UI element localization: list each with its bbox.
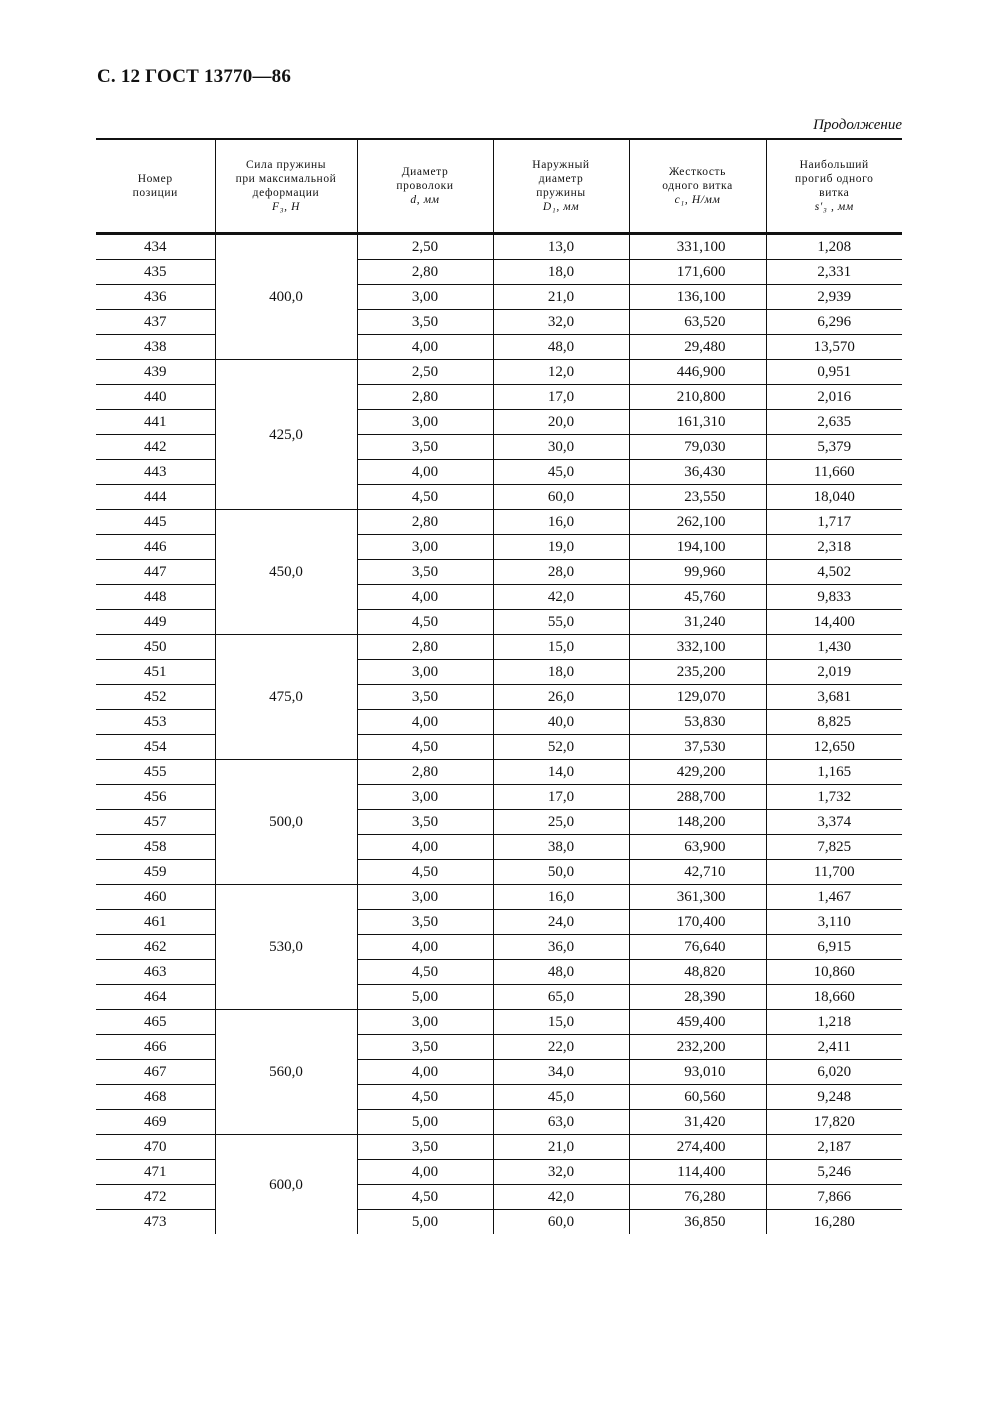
header-wire-diameter: Диаметр проволоки d, мм — [357, 139, 493, 234]
cell-max-coil-deflection: 3,110 — [766, 910, 902, 935]
cell-coil-stiffness: 136,100 — [629, 285, 766, 310]
cell-max-coil-deflection: 1,467 — [766, 885, 902, 910]
cell-position-number: 458 — [96, 835, 215, 860]
cell-wire-diameter: 4,50 — [357, 1185, 493, 1210]
cell-coil-stiffness: 93,010 — [629, 1060, 766, 1085]
cell-wire-diameter: 3,50 — [357, 1035, 493, 1060]
cell-wire-diameter: 3,00 — [357, 660, 493, 685]
cell-max-coil-deflection: 9,833 — [766, 585, 902, 610]
cell-outer-diameter: 15,0 — [493, 1010, 629, 1035]
cell-outer-diameter: 34,0 — [493, 1060, 629, 1085]
cell-position-number: 444 — [96, 485, 215, 510]
cell-coil-stiffness: 129,070 — [629, 685, 766, 710]
cell-position-number: 441 — [96, 410, 215, 435]
cell-coil-stiffness: 63,900 — [629, 835, 766, 860]
cell-max-coil-deflection: 6,296 — [766, 310, 902, 335]
cell-outer-diameter: 21,0 — [493, 285, 629, 310]
table-row — [96, 234, 902, 260]
cell-wire-diameter: 4,50 — [357, 1085, 493, 1110]
cell-max-coil-deflection: 18,660 — [766, 985, 902, 1010]
cell-position-number: 439 — [96, 360, 215, 385]
cell-wire-diameter: 2,80 — [357, 510, 493, 535]
cell-coil-stiffness: 53,830 — [629, 710, 766, 735]
cell-wire-diameter: 3,50 — [357, 310, 493, 335]
cell-coil-stiffness: 114,400 — [629, 1160, 766, 1185]
cell-position-number: 437 — [96, 310, 215, 335]
cell-wire-diameter: 3,00 — [357, 1010, 493, 1035]
cell-wire-diameter: 4,00 — [357, 835, 493, 860]
cell-position-number: 446 — [96, 535, 215, 560]
cell-outer-diameter: 48,0 — [493, 960, 629, 985]
cell-position-number: 462 — [96, 935, 215, 960]
cell-wire-diameter: 3,00 — [357, 885, 493, 910]
cell-outer-diameter: 60,0 — [493, 485, 629, 510]
cell-max-coil-deflection: 2,318 — [766, 535, 902, 560]
cell-wire-diameter: 3,00 — [357, 285, 493, 310]
cell-outer-diameter: 18,0 — [493, 660, 629, 685]
cell-outer-diameter: 63,0 — [493, 1110, 629, 1135]
cell-outer-diameter: 18,0 — [493, 260, 629, 285]
cell-outer-diameter: 42,0 — [493, 1185, 629, 1210]
cell-position-number: 438 — [96, 335, 215, 360]
cell-coil-stiffness: 232,200 — [629, 1035, 766, 1060]
cell-coil-stiffness: 48,820 — [629, 960, 766, 985]
header-position-number: Номер позиции — [96, 139, 215, 234]
cell-wire-diameter: 4,50 — [357, 960, 493, 985]
cell-max-coil-deflection: 1,717 — [766, 510, 902, 535]
cell-coil-stiffness: 274,400 — [629, 1135, 766, 1160]
cell-coil-stiffness: 148,200 — [629, 810, 766, 835]
cell-wire-diameter: 2,50 — [357, 234, 493, 260]
cell-outer-diameter: 21,0 — [493, 1135, 629, 1160]
cell-max-coil-deflection: 2,939 — [766, 285, 902, 310]
cell-outer-diameter: 30,0 — [493, 435, 629, 460]
cell-coil-stiffness: 76,280 — [629, 1185, 766, 1210]
cell-coil-stiffness: 429,200 — [629, 760, 766, 785]
cell-position-number: 455 — [96, 760, 215, 785]
header-max-coil-deflection: Наибольший прогиб одного витка s′₃ , мм — [766, 139, 902, 234]
cell-spring-force: 425,0 — [215, 360, 357, 510]
cell-max-coil-deflection: 8,825 — [766, 710, 902, 735]
cell-outer-diameter: 12,0 — [493, 360, 629, 385]
cell-outer-diameter: 28,0 — [493, 560, 629, 585]
cell-position-number: 452 — [96, 685, 215, 710]
table-row — [96, 360, 902, 385]
cell-max-coil-deflection: 3,374 — [766, 810, 902, 835]
cell-position-number: 465 — [96, 1010, 215, 1035]
page-header: С. 12 ГОСТ 13770—86 — [97, 66, 292, 87]
cell-coil-stiffness: 28,390 — [629, 985, 766, 1010]
cell-coil-stiffness: 63,520 — [629, 310, 766, 335]
cell-max-coil-deflection: 7,866 — [766, 1185, 902, 1210]
cell-position-number: 461 — [96, 910, 215, 935]
cell-wire-diameter: 4,50 — [357, 860, 493, 885]
cell-max-coil-deflection: 3,681 — [766, 685, 902, 710]
cell-spring-force: 560,0 — [215, 1010, 357, 1135]
cell-wire-diameter: 4,00 — [357, 1160, 493, 1185]
cell-max-coil-deflection: 18,040 — [766, 485, 902, 510]
cell-max-coil-deflection: 1,732 — [766, 785, 902, 810]
cell-max-coil-deflection: 2,019 — [766, 660, 902, 685]
table-header-row — [96, 139, 902, 234]
cell-position-number: 473 — [144, 1214, 167, 1230]
cell-coil-stiffness: 76,640 — [629, 935, 766, 960]
cell-spring-force: 500,0 — [215, 760, 357, 885]
cell-position-number: 448 — [96, 585, 215, 610]
cell-wire-diameter: 3,50 — [357, 1135, 493, 1160]
cell-wire-diameter: 4,00 — [357, 460, 493, 485]
cell-wire-diameter: 4,50 — [357, 735, 493, 760]
cell-max-coil-deflection: 2,411 — [766, 1035, 902, 1060]
cell-max-coil-deflection: 5,246 — [766, 1160, 902, 1185]
cell-wire-diameter: 3,50 — [357, 810, 493, 835]
cell-wire-diameter: 4,00 — [357, 710, 493, 735]
cell-wire-diameter: 3,00 — [357, 535, 493, 560]
table-row — [96, 1010, 902, 1035]
cell-spring-force: 400,0 — [215, 234, 357, 360]
cell-wire-diameter: 4,50 — [357, 610, 493, 635]
cell-max-coil-deflection: 13,570 — [766, 335, 902, 360]
cell-coil-stiffness: 210,800 — [629, 385, 766, 410]
cell-wire-diameter: 3,50 — [357, 435, 493, 460]
cell-position-number: 454 — [96, 735, 215, 760]
cell-position-number: 472 — [96, 1185, 215, 1210]
cell-coil-stiffness: 79,030 — [629, 435, 766, 460]
table-row — [96, 885, 902, 910]
cell-coil-stiffness: 361,300 — [629, 885, 766, 910]
cell-coil-stiffness: 459,400 — [629, 1010, 766, 1035]
cell-outer-diameter: 32,0 — [493, 310, 629, 335]
cell-coil-stiffness: 31,240 — [629, 610, 766, 635]
cell-outer-diameter: 50,0 — [493, 860, 629, 885]
cell-max-coil-deflection: 1,218 — [766, 1010, 902, 1035]
cell-max-coil-deflection: 2,635 — [766, 410, 902, 435]
cell-outer-diameter: 24,0 — [493, 910, 629, 935]
cell-position-number: 459 — [96, 860, 215, 885]
cell-max-coil-deflection: 6,020 — [766, 1060, 902, 1085]
cell-wire-diameter: 5,00 — [357, 1110, 493, 1135]
cell-outer-diameter: 60,0 — [493, 1210, 629, 1235]
cell-coil-stiffness: 45,760 — [629, 585, 766, 610]
cell-coil-stiffness: 31,420 — [629, 1110, 766, 1135]
cell-coil-stiffness: 60,560 — [629, 1085, 766, 1110]
table-row — [96, 1135, 902, 1160]
cell-coil-stiffness: 23,550 — [629, 485, 766, 510]
cell-position-number: 451 — [96, 660, 215, 685]
cell-coil-stiffness: 37,530 — [629, 735, 766, 760]
header-coil-stiffness: Жесткость одного витка c₁, Н/мм — [629, 139, 766, 234]
cell-position-number: 435 — [96, 260, 215, 285]
cell-max-coil-deflection: 4,502 — [766, 560, 902, 585]
cell-outer-diameter: 48,0 — [493, 335, 629, 360]
cell-outer-diameter: 25,0 — [493, 810, 629, 835]
cell-coil-stiffness: 99,960 — [629, 560, 766, 585]
cell-position-number: 467 — [96, 1060, 215, 1085]
cell-outer-diameter: 45,0 — [493, 1085, 629, 1110]
cell-wire-diameter: 5,00 — [357, 1210, 493, 1235]
continuation-label: Продолжение — [813, 117, 902, 133]
cell-max-coil-deflection: 1,430 — [766, 635, 902, 660]
cell-coil-stiffness: 332,100 — [629, 635, 766, 660]
cell-outer-diameter: 22,0 — [493, 1035, 629, 1060]
cell-wire-diameter: 2,50 — [357, 360, 493, 385]
cell-outer-diameter: 36,0 — [493, 935, 629, 960]
cell-wire-diameter: 4,00 — [357, 585, 493, 610]
cell-position-number: 453 — [96, 710, 215, 735]
cell-position-number: 457 — [96, 810, 215, 835]
cell-position-number: 440 — [96, 385, 215, 410]
cell-outer-diameter: 13,0 — [493, 234, 629, 260]
cell-coil-stiffness: 288,700 — [629, 785, 766, 810]
table-row — [96, 760, 902, 785]
cell-position-number: 443 — [96, 460, 215, 485]
cell-wire-diameter: 2,80 — [357, 760, 493, 785]
cell-max-coil-deflection: 2,187 — [766, 1135, 902, 1160]
cell-outer-diameter: 17,0 — [493, 385, 629, 410]
cell-coil-stiffness: 170,400 — [629, 910, 766, 935]
cell-position-number: 470 — [96, 1135, 215, 1160]
cell-position-number: 450 — [96, 635, 215, 660]
cell-position-number: 436 — [96, 285, 215, 310]
cell-position-number: 449 — [96, 610, 215, 635]
cell-outer-diameter: 15,0 — [493, 635, 629, 660]
cell-wire-diameter: 3,50 — [357, 910, 493, 935]
cell-wire-diameter: 2,80 — [357, 260, 493, 285]
cell-max-coil-deflection: 1,208 — [766, 234, 902, 260]
cell-coil-stiffness: 171,600 — [629, 260, 766, 285]
cell-wire-diameter: 4,50 — [357, 485, 493, 510]
table-row — [96, 510, 902, 535]
cell-coil-stiffness: 36,430 — [629, 460, 766, 485]
cell-position-number: 460 — [96, 885, 215, 910]
cell-outer-diameter: 42,0 — [493, 585, 629, 610]
cell-outer-diameter: 16,0 — [493, 885, 629, 910]
cell-max-coil-deflection: 6,915 — [766, 935, 902, 960]
table-body — [96, 234, 902, 1235]
cell-max-coil-deflection: 2,331 — [766, 260, 902, 285]
cell-max-coil-deflection: 17,820 — [766, 1110, 902, 1135]
cell-wire-diameter: 5,00 — [357, 985, 493, 1010]
cell-max-coil-deflection: 2,016 — [766, 385, 902, 410]
cell-outer-diameter: 55,0 — [493, 610, 629, 635]
cell-coil-stiffness: 446,900 — [629, 360, 766, 385]
cell-max-coil-deflection: 14,400 — [766, 610, 902, 635]
cell-position-number: 466 — [96, 1035, 215, 1060]
cell-coil-stiffness: 262,100 — [629, 510, 766, 535]
cell-spring-force: 530,0 — [215, 885, 357, 1010]
cell-outer-diameter: 16,0 — [493, 510, 629, 535]
cell-wire-diameter: 4,00 — [357, 1060, 493, 1085]
cell-coil-stiffness: 194,100 — [629, 535, 766, 560]
cell-outer-diameter: 32,0 — [493, 1160, 629, 1185]
cell-position-number: 468 — [96, 1085, 215, 1110]
cell-position-number: 456 — [96, 785, 215, 810]
cell-outer-diameter: 19,0 — [493, 535, 629, 560]
cell-position-number: 469 — [96, 1110, 215, 1135]
cell-max-coil-deflection: 0,951 — [766, 360, 902, 385]
cell-outer-diameter: 52,0 — [493, 735, 629, 760]
cell-max-coil-deflection: 1,165 — [766, 760, 902, 785]
cell-coil-stiffness: 161,310 — [629, 410, 766, 435]
table-row — [96, 635, 902, 660]
spring-spec-table — [96, 138, 902, 1234]
cell-coil-stiffness: 29,480 — [629, 335, 766, 360]
cell-wire-diameter: 4,00 — [357, 935, 493, 960]
cell-coil-stiffness: 235,200 — [629, 660, 766, 685]
cell-max-coil-deflection: 10,860 — [766, 960, 902, 985]
cell-spring-force: 475,0 — [215, 635, 357, 760]
cell-outer-diameter: 14,0 — [493, 760, 629, 785]
cell-max-coil-deflection: 7,825 — [766, 835, 902, 860]
cell-outer-diameter: 45,0 — [493, 460, 629, 485]
cell-position-number: 447 — [96, 560, 215, 585]
cell-wire-diameter: 2,80 — [357, 635, 493, 660]
cell-max-coil-deflection: 11,700 — [766, 860, 902, 885]
cell-outer-diameter: 65,0 — [493, 985, 629, 1010]
cell-max-coil-deflection: 16,280 — [766, 1210, 902, 1235]
cell-outer-diameter: 20,0 — [493, 410, 629, 435]
cell-position-number: 463 — [96, 960, 215, 985]
cell-outer-diameter: 17,0 — [493, 785, 629, 810]
cell-position-number: 471 — [96, 1160, 215, 1185]
cell-position-number: 442 — [96, 435, 215, 460]
cell-outer-diameter: 40,0 — [493, 710, 629, 735]
cell-max-coil-deflection: 11,660 — [766, 460, 902, 485]
cell-coil-stiffness: 331,100 — [629, 234, 766, 260]
cell-max-coil-deflection: 12,650 — [766, 735, 902, 760]
cell-max-coil-deflection: 5,379 — [766, 435, 902, 460]
cell-wire-diameter: 3,00 — [357, 785, 493, 810]
header-spring-force: Сила пружины при максимальной деформации F₃, Н — [215, 139, 357, 234]
cell-spring-force: 450,0 — [215, 510, 357, 635]
cell-position-number: 464 — [96, 985, 215, 1010]
cell-wire-diameter: 3,00 — [357, 410, 493, 435]
cell-wire-diameter: 3,50 — [357, 685, 493, 710]
header-outer-diameter: Наружный диаметр пружины D₁, мм — [493, 139, 629, 234]
cell-coil-stiffness: 42,710 — [629, 860, 766, 885]
cell-wire-diameter: 2,80 — [357, 385, 493, 410]
cell-wire-diameter: 3,50 — [357, 560, 493, 585]
cell-position-number: 434 — [96, 234, 215, 260]
cell-spring-force: 600,0 — [215, 1135, 357, 1235]
cell-outer-diameter: 26,0 — [493, 685, 629, 710]
cell-max-coil-deflection: 9,248 — [766, 1085, 902, 1110]
cell-wire-diameter: 4,00 — [357, 335, 493, 360]
cell-coil-stiffness: 36,850 — [629, 1210, 766, 1235]
cell-outer-diameter: 38,0 — [493, 835, 629, 860]
cell-position-number: 445 — [96, 510, 215, 535]
